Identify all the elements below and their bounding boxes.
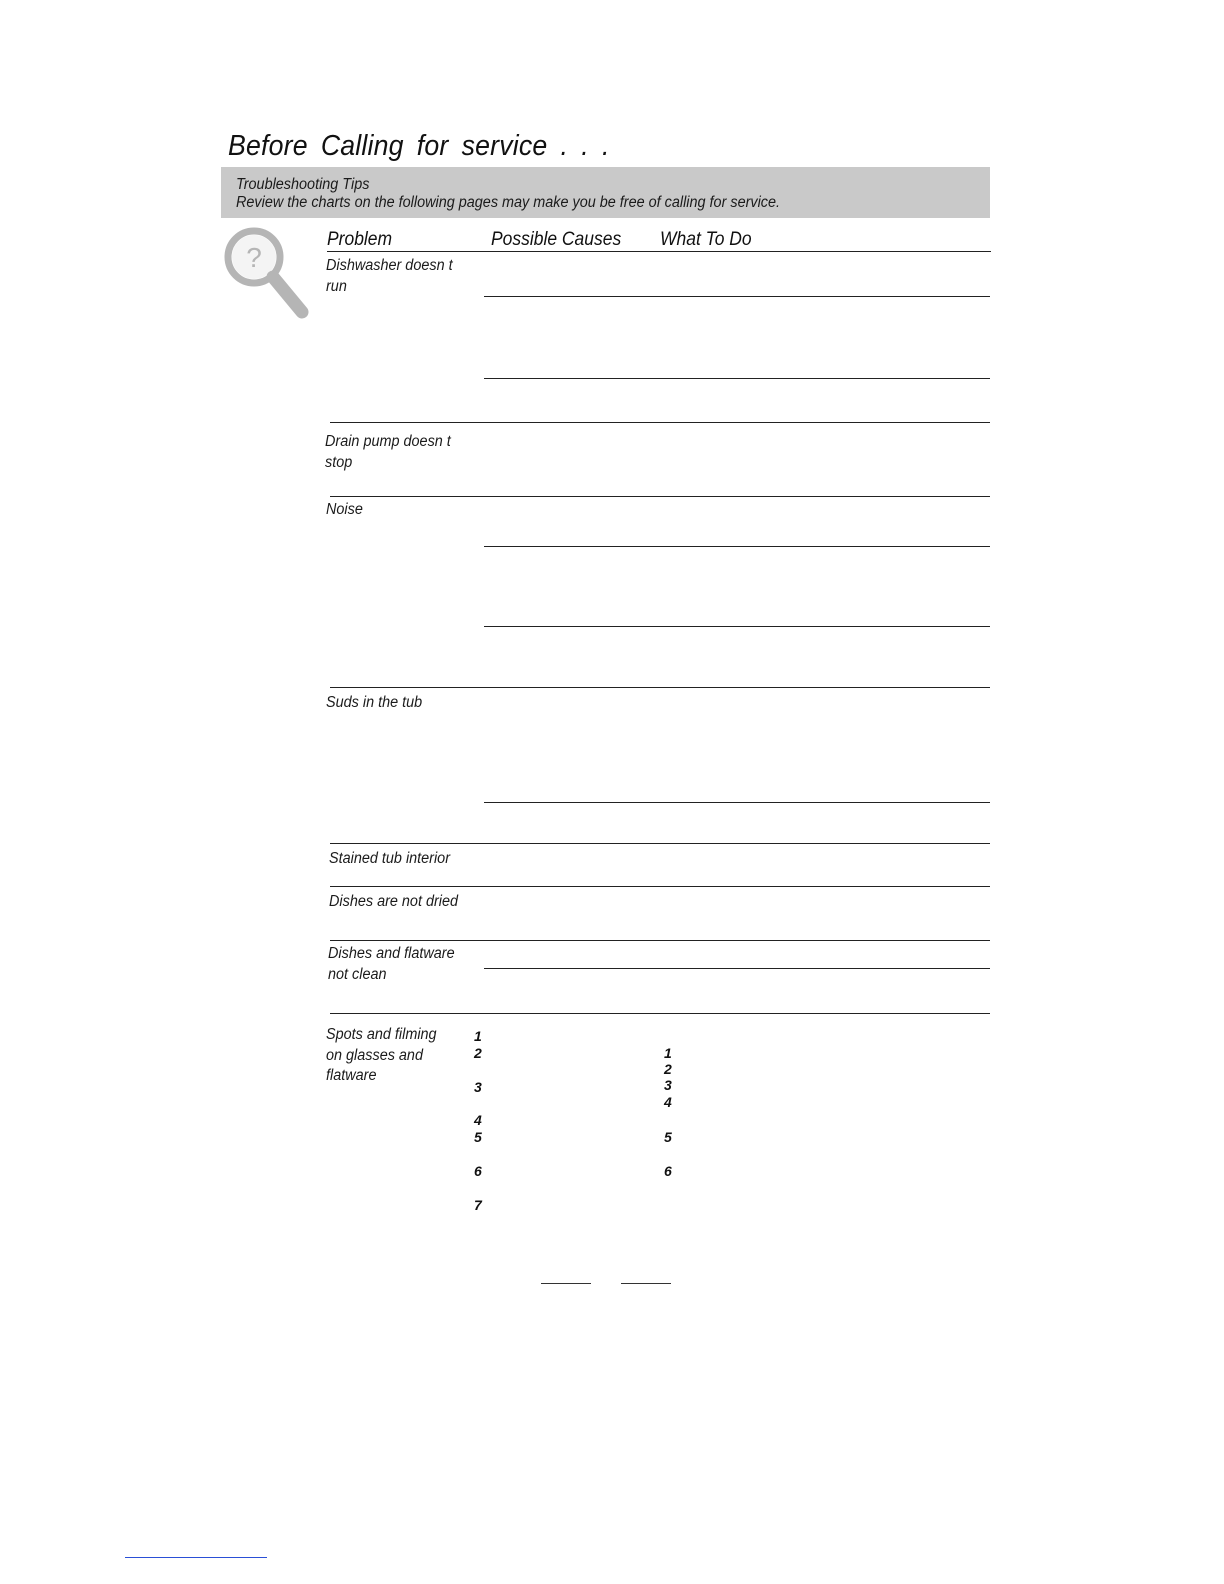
magnifier-question-icon	[222, 225, 314, 323]
footer-underline-right	[621, 1283, 671, 1284]
tips-description: Review the charts on the following pages may make you be free of calling for service.	[236, 194, 781, 211]
cause-number: 6	[474, 1163, 482, 1179]
todo-number: 4	[664, 1094, 672, 1110]
table-divider	[484, 626, 990, 627]
row-divider	[330, 422, 990, 423]
cause-number: 1	[474, 1028, 482, 1044]
column-header-possible-causes: Possible Causes	[491, 229, 622, 250]
problem-line: stop	[325, 453, 353, 471]
todo-number: 3	[664, 1077, 672, 1093]
column-header-problem: Problem	[327, 229, 393, 250]
row-divider	[330, 843, 990, 844]
problem-dishes-not-dried	[329, 892, 458, 913]
problem-spots-and-filming	[326, 1025, 437, 1087]
problem-dishes-not-clean	[328, 944, 455, 985]
page-title: Before Calling for service . . .	[228, 130, 610, 162]
tips-heading: Troubleshooting Tips	[236, 176, 370, 193]
problem-noise	[326, 500, 363, 521]
troubleshooting-tips-banner	[221, 167, 990, 218]
todo-number: 2	[664, 1061, 672, 1077]
todo-number: 6	[664, 1163, 672, 1179]
cause-number: 5	[474, 1129, 482, 1145]
row-divider	[330, 687, 990, 688]
cause-number: 4	[474, 1112, 482, 1128]
column-header-what-to-do: What To Do	[660, 229, 752, 250]
cause-number: 3	[474, 1079, 482, 1095]
table-divider	[484, 378, 990, 379]
footer-link-underline[interactable]	[125, 1557, 267, 1558]
problem-suds-in-the-tub	[326, 693, 422, 714]
problem-line: Drain pump doesn t	[325, 433, 451, 450]
problem-stained-tub-interior	[329, 849, 450, 870]
cause-number: 2	[474, 1045, 482, 1061]
cause-number: 7	[474, 1197, 482, 1213]
row-divider	[330, 496, 990, 497]
problem-line: Suds in the tub	[326, 694, 423, 711]
problem-line: Dishes and flatware	[328, 945, 455, 962]
problem-line: flatware	[326, 1067, 377, 1084]
footer-underline-left	[541, 1283, 591, 1284]
row-divider	[330, 886, 990, 887]
header-rule	[327, 251, 991, 252]
problem-line: run	[326, 277, 347, 295]
problem-line: not clean	[328, 965, 387, 983]
problem-line: Noise	[326, 501, 363, 518]
todo-number: 1	[664, 1045, 672, 1061]
problem-line: Stained tub interior	[329, 850, 451, 867]
problem-dishwasher-doesnt-run	[326, 256, 453, 297]
row-divider	[330, 940, 990, 941]
svg-text:?: ?	[246, 242, 262, 273]
problem-line: Spots and filming	[326, 1026, 437, 1043]
table-divider	[484, 546, 990, 547]
row-divider	[330, 1013, 990, 1014]
table-divider	[484, 968, 990, 969]
problem-line: Dishes are not dried	[329, 893, 459, 910]
table-divider	[484, 296, 990, 297]
problem-drain-pump-doesnt-stop	[325, 432, 451, 473]
problem-line: on glasses and	[326, 1046, 423, 1064]
todo-number: 5	[664, 1129, 672, 1145]
problem-line: Dishwasher doesn t	[326, 257, 453, 274]
table-divider	[484, 802, 990, 803]
